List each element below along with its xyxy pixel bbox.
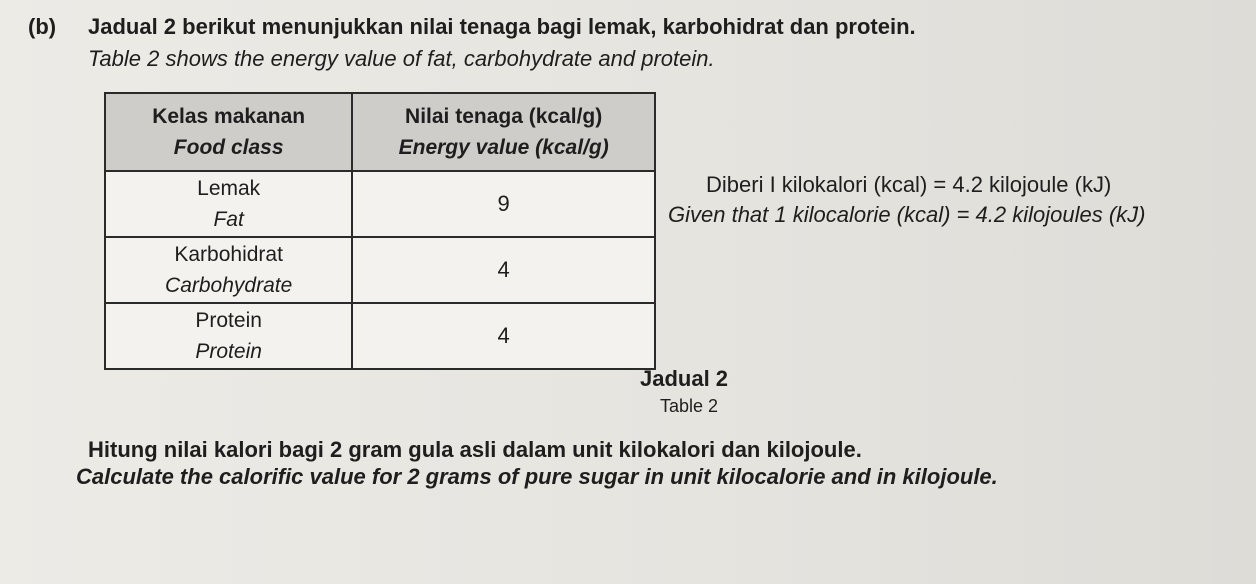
- food-class-malay: Protein: [195, 309, 262, 332]
- food-class-english: Fat: [213, 208, 244, 231]
- header-food-class-english: Food class: [173, 136, 284, 159]
- table-caption-malay: Jadual 2: [640, 366, 729, 391]
- food-class-malay: Karbohidrat: [174, 243, 283, 266]
- energy-value-table: [104, 92, 656, 370]
- energy-value-cell: [352, 237, 655, 303]
- table-row: [105, 237, 655, 303]
- table-caption-english: Table 2: [660, 396, 719, 416]
- food-class-cell: [105, 303, 352, 369]
- table-header-row: [105, 93, 655, 171]
- food-class-english: Protein: [195, 340, 262, 363]
- task-text-malay: Hitung nilai kalori bagi 2 gram gula asli dalam unit kilokalori dan kilojoule.: [88, 437, 862, 462]
- header-energy-value-malay: Nilai tenaga (kcal/g): [405, 105, 603, 128]
- given-statement-english: Given that 1 kilocalorie (kcal) = 4.2 kilojoules (kJ): [668, 202, 1146, 227]
- energy-value: 4: [497, 257, 510, 282]
- header-food-class-malay: Kelas makanan: [152, 105, 306, 128]
- energy-value: 9: [497, 191, 510, 216]
- energy-value: 4: [497, 323, 510, 348]
- question-part-label: (b): [28, 14, 57, 39]
- food-class-english: Carbohydrate: [165, 274, 293, 297]
- header-food-class: [105, 93, 352, 171]
- task-text-english: Calculate the calorific value for 2 grams of pure sugar in unit kilocalorie and in kilojoule.: [76, 464, 998, 489]
- energy-value-cell: [352, 171, 655, 237]
- food-class-malay: Lemak: [197, 177, 261, 200]
- table-row: [105, 303, 655, 369]
- header-energy-value-english: Energy value (kcal/g): [398, 136, 609, 159]
- energy-value-cell: [352, 303, 655, 369]
- question-text-english: Table 2 shows the energy value of fat, carbohydrate and protein.: [88, 46, 715, 71]
- table-row: [105, 171, 655, 237]
- food-class-cell: [105, 171, 352, 237]
- food-class-cell: [105, 237, 352, 303]
- given-statement-malay: Diberi I kilokalori (kcal) = 4.2 kilojoule (kJ): [706, 172, 1112, 197]
- question-text-malay: Jadual 2 berikut menunjukkan nilai tenaga bagi lemak, karbohidrat dan protein.: [88, 14, 916, 39]
- header-energy-value: [352, 93, 655, 171]
